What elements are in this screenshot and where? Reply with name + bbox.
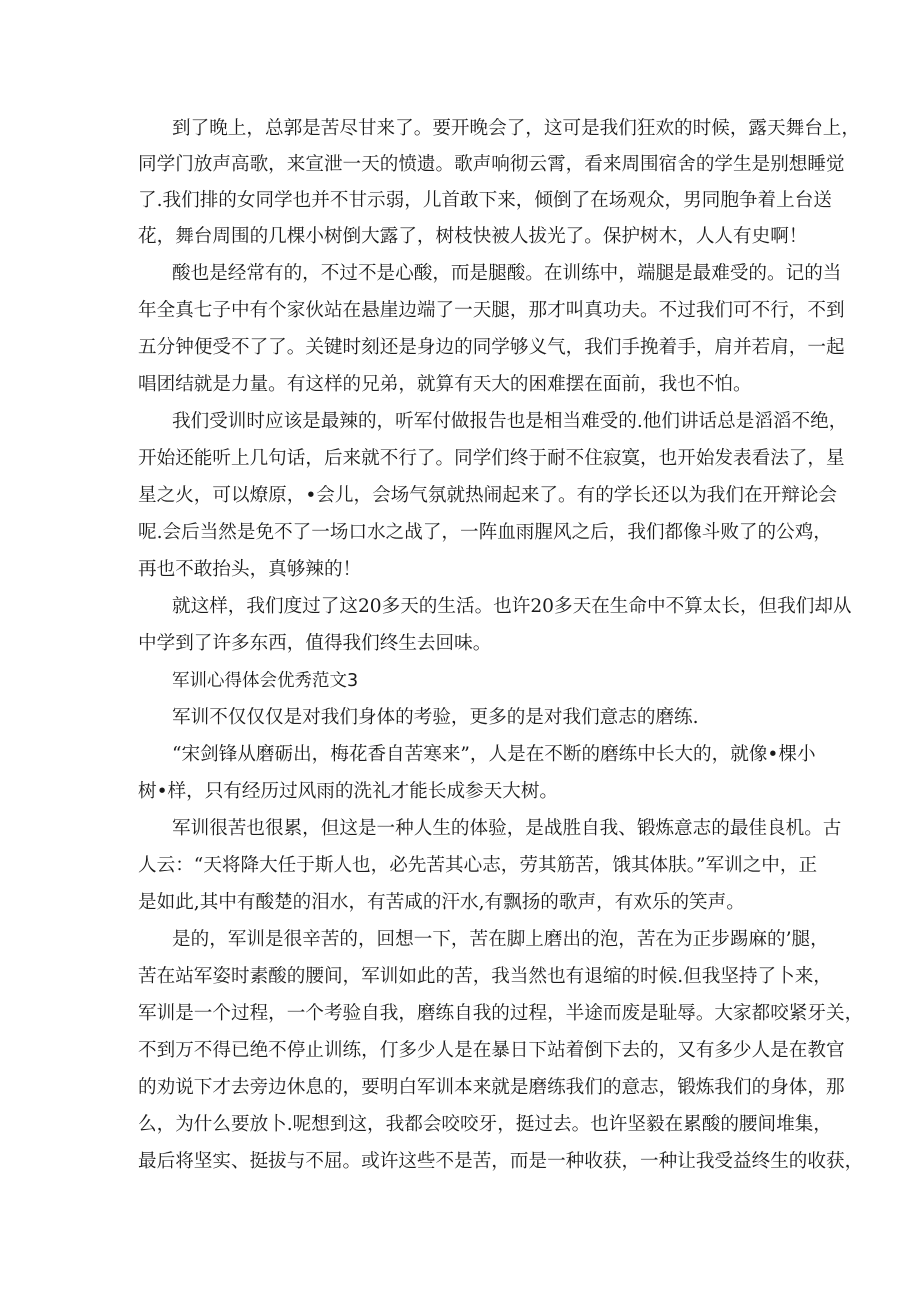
paragraph-7-line-2: 树•样，只有经历过风雨的洗礼才能长成参天大树。 <box>138 781 559 802</box>
paragraph-9-line-5: 的劝说下才去旁边休息的，要明白军训本来就是磨练我们的意志，锻炼我们的身体，那 <box>138 1077 845 1098</box>
paragraph-8-line-2: 人云：“天将降大任于斯人也，必先苦其心志，劳其筋苦，饿其体肤。”军训之中，正 <box>138 855 818 876</box>
paragraph-4-line-2: 中学到了许多东西，值得我们终生去回味。 <box>138 633 492 654</box>
paragraph-2-line-2: 年全真七子中有个家伙站在悬崖边端了一天腿，那才叫真功夫。不过我们可不行，不到 <box>138 300 845 321</box>
paragraph-1-line-2: 同学门放声高歌，来宣泄一天的愤遗。歌声响彻云霄，看来周围宿舍的学生是别想睡觉 <box>138 154 845 175</box>
paragraph-3-line-1: 我们受训时应该是最辣的，听军付做报告也是相当难受的.他们讲话总是滔滔不绝， <box>172 411 848 432</box>
paragraph-7-line-1: “宋剑锋从磨砺出，梅花香自苦寒来”，人是在不断的磨练中长大的，就像•棵小 <box>172 744 816 765</box>
paragraph-9-line-7: 最后将坚实、挺拔与不屈。或许这些不是苦，而是一种收获，一种让我受益终生的收获， <box>138 1151 864 1172</box>
paragraph-3-line-2: 开始还能听上几句话，后来就不行了。同学们终于耐不住寂寞，也开始发表看法了，星 <box>138 448 845 469</box>
paragraph-3-line-4: 呢.会后当然是免不了一场口水之战了，一阵血雨腥风之后，我们都像斗败了的公鸡， <box>138 522 832 543</box>
paragraph-3-line-5: 再也不敢抬头，真够辣的！ <box>138 559 362 580</box>
section-heading: 军训心得体会优秀范文3 <box>172 671 359 691</box>
paragraph-6-line-1: 军训不仅仅仅是对我们身体的考验，更多的是对我们意志的磨练. <box>172 707 699 728</box>
paragraph-2-line-1: 酸也是经常有的，不过不是心酸，而是腿酸。在训练中，端腿是最难受的。记的当 <box>172 263 842 284</box>
paragraph-2-line-3: 五分钟便受不了了。关键时刻还是身边的同学够义气，我们手挽着手，肩并若肩，一起 <box>138 337 845 358</box>
paragraph-3-line-3: 星之火，可以燎原，•会儿，会场气氛就热闹起来了。有的学长还以为我们在开辩论会 <box>138 485 837 506</box>
paragraph-2-line-4: 唱团结就是力量。有这样的兄弟，就算有天大的困难摆在面前，我也不怕。 <box>138 374 752 395</box>
paragraph-1-line-4: 花，舞台周围的几棵小树倒大露了，树枝快被人拔光了。保护树木，人人有史啊！ <box>138 226 808 247</box>
paragraph-4-line-1: 就这样，我们度过了这20多天的生活。也许20多天在生命中不算太长，但我们却从 <box>172 596 852 617</box>
paragraph-1-line-3: 了.我们排的女同学也并不甘示弱，儿首敢下来，倾倒了在场观众，男同胞争着上台送 <box>138 190 832 211</box>
paragraph-9-line-4: 不到万不得已绝不停止训练，仃多少人是在暴日下站着倒下去的，又有多少人是在教官 <box>138 1040 845 1061</box>
paragraph-9-line-6: 么，为什么要放卜.呢想到这，我都会咬咬牙，挺过去。也许坚毅在累酸的腰间堆集， <box>138 1114 832 1135</box>
paragraph-9-line-2: 苦在站军姿时素酸的腰间，军训如此的苦，我当然也有退缩的时候.但我坚持了卜来， <box>138 966 832 987</box>
paragraph-9-line-3: 军训是一个过程，一个考验自我，磨练自我的过程，半途而废是耻辱。大家都咬紧牙关， <box>138 1003 864 1024</box>
paragraph-8-line-1: 军训很苦也很累，但这是一种人生的体验，是战胜自我、锻炼意志的最佳良机。古 <box>172 818 842 839</box>
paragraph-1-line-1: 到了晚上，总郭是苦尽甘来了。要开晚会了，这可是我们狂欢的时候，露天舞台上， <box>172 118 860 139</box>
paragraph-9-line-1: 是的，军训是很辛苦的，回想一下，苦在脚上磨出的泡，苦在为正步踢麻的’腿， <box>172 929 829 950</box>
paragraph-8-line-3: 是如此,其中有酸楚的泪水，有苦咸的汗水,有飘扬的歌声，有欢乐的笑声。 <box>138 892 745 913</box>
